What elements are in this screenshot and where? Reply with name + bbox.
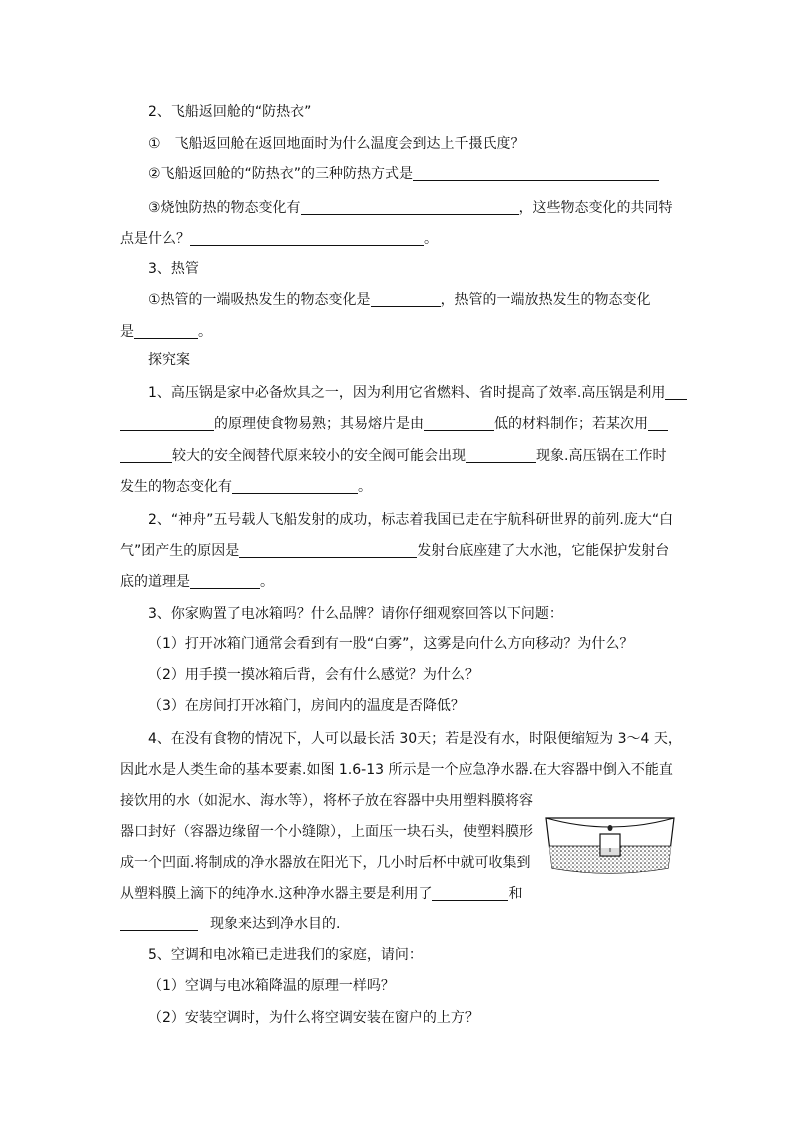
- question-text: ，热管的一端放热发生的物态变化: [440, 292, 651, 308]
- question-text: 现象来达到净水目的.: [210, 916, 341, 932]
- explore4-line6: [120, 884, 680, 904]
- explore3-sub2: （2）用手摸一摸冰箱后背，会有什么感觉？为什么？: [148, 667, 479, 683]
- question-text: 较大的安全阀替代原来较小的安全阀可能会出现: [172, 448, 466, 464]
- answer-blank[interactable]: [120, 916, 198, 931]
- question-text: 底的道理是: [120, 574, 190, 590]
- explore1-line2: [120, 414, 680, 434]
- explore4-line3: 接饮用的水（如泥水、海水等），将杯子放在容器中央用塑料膜将容: [120, 793, 533, 809]
- question-text: 点是什么？: [120, 231, 190, 247]
- explore4-line2: 因此水是人类生命的基本要素.如图 1.6-13 所示是一个应急净水器.在大容器中倒入不能直: [120, 762, 673, 778]
- answer-blank[interactable]: [190, 574, 260, 589]
- answer-blank[interactable]: [120, 416, 214, 431]
- explore4-line1: 4、在没有食物的情况下，人可以最长活 30天；若是没有水，时限便缩短为 3～4 天，: [148, 731, 682, 747]
- answer-blank[interactable]: [301, 200, 519, 215]
- question-text: 是: [120, 324, 134, 340]
- section2-question3-cont: [120, 229, 680, 249]
- question-text: ，这些物态变化的共同特: [518, 200, 673, 216]
- answer-blank[interactable]: [239, 543, 417, 558]
- explore5-line1: 5、空调和电冰箱已走进我们的家庭，请问：: [148, 947, 423, 963]
- answer-blank[interactable]: [424, 416, 494, 431]
- explore2-line2: [120, 541, 680, 561]
- question-text: 从塑料膜上滴下的纯净水.这种净水器主要是利用了: [120, 886, 433, 902]
- section2-question1: ① 飞船返回舱在返回地面时为什么温度会到达上千摄氏度？: [148, 136, 525, 152]
- answer-blank[interactable]: [120, 448, 172, 463]
- water-purifier-diagram-icon: [544, 814, 676, 876]
- explore1-line3: [120, 446, 680, 466]
- answer-blank[interactable]: [665, 385, 687, 400]
- question-text: ①热管的一端吸热发生的物态变化是: [148, 292, 371, 308]
- answer-blank[interactable]: [413, 166, 659, 181]
- explore1-line1: [148, 383, 680, 403]
- answer-blank[interactable]: [371, 292, 441, 307]
- answer-blank[interactable]: [432, 886, 508, 901]
- explore3-sub1: （1）打开冰箱门通常会看到有一股“白雾”，这雾是向什么方向移动？为什么？: [148, 636, 634, 652]
- explore3-sub3: （3）在房间打开冰箱门，房间内的温度是否降低？: [148, 698, 465, 714]
- answer-blank[interactable]: [134, 324, 198, 339]
- punctuation: 。: [358, 479, 372, 495]
- section3-heading: 3、热管: [148, 261, 199, 277]
- explore4-line4: 器口封好（容器边缘留一个小缝隙），上面压一块石头，使塑料膜形: [120, 824, 533, 840]
- section2-question2: [148, 164, 680, 184]
- explore5-sub1: （1）空调与电冰箱降温的原理一样吗？: [148, 978, 395, 994]
- section3-question1-cont: [120, 322, 680, 342]
- answer-blank[interactable]: [190, 231, 424, 246]
- question-text: 气”团产生的原因是: [120, 543, 240, 559]
- section2-question3: [148, 198, 680, 218]
- question-text: 低的材料制作；若某次用: [494, 416, 648, 432]
- punctuation: 。: [424, 231, 438, 247]
- question-text: 的原理使食物易熟；其易熔片是由: [214, 416, 424, 432]
- question-text: 和: [508, 886, 523, 902]
- question-text: ②飞船返回舱的“防热衣”的三种防热方式是: [148, 166, 414, 182]
- question-text: 发生的物态变化有: [120, 479, 232, 495]
- section3-question1: [148, 290, 680, 310]
- explore1-line4: [120, 477, 680, 497]
- punctuation: 。: [260, 574, 274, 590]
- explore-heading: 探究案: [148, 352, 190, 368]
- question-text: ③烧蚀防热的物态变化有: [148, 200, 301, 216]
- answer-blank[interactable]: [648, 416, 668, 431]
- question-text: 现象.高压锅在工作时: [536, 448, 667, 464]
- explore3-line1: 3、你家购置了电冰箱吗？什么品牌？请你仔细观察回答以下问题：: [148, 606, 563, 622]
- answer-blank[interactable]: [466, 448, 536, 463]
- explore2-line1: 2、“神舟”五号载人飞船发射的成功，标志着我国已走在宇航科研世界的前列.庞大“白: [148, 512, 674, 528]
- question-text: 1、高压锅是家中必备炊具之一，因为利用它省燃料、省时提高了效率.高压锅是利用: [148, 385, 666, 401]
- explore5-sub2: （2）安装空调时，为什么将空调安装在窗户的上方？: [148, 1010, 479, 1026]
- explore4-line7: [120, 914, 680, 934]
- explore4-line5: 成一个凹面.将制成的净水器放在阳光下，几小时后杯中就可收集到: [120, 855, 531, 871]
- question-text: 发射台底座建了大水池，它能保护发射台: [417, 543, 670, 559]
- explore2-line3: [120, 572, 680, 592]
- answer-blank[interactable]: [232, 479, 358, 494]
- section2-heading: 2、飞船返回舱的“防热衣”: [148, 104, 312, 120]
- punctuation: 。: [198, 324, 212, 340]
